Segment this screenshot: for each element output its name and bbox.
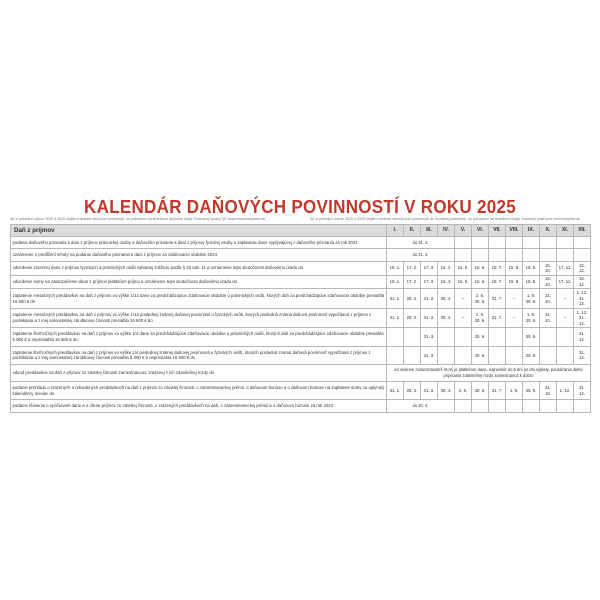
deadline-cell: do 30. 4. [387,400,455,413]
deadline-cell: 15. 4. [438,275,455,289]
deadline-cell: 2. 6. 30. 6. [472,289,489,308]
empty-cell [557,400,574,413]
deadline-cell: – [455,289,472,308]
table-row [11,275,591,289]
deadline-cell: do 31. 3. [387,249,455,262]
deadline-cell: 15. 8. [506,261,523,275]
header-month: VII. [489,225,506,237]
deadline-cell: 15. 7. [489,275,506,289]
deadline-cell: 15. 9. [523,261,540,275]
deadline-cell [557,346,574,365]
empty-cell [574,236,591,249]
deadline-cell: 1. 9. 30. 9. [523,308,540,327]
row-description: zaplatenie štvrťročných preddavkov na daň z príjmov vo výške 1/4 dane za predchádzajúce zdaňovacie obdobie u právnických osôb, ktorých daň za predchádzajúce zdaňovacie obdobie presiahla 5 000 € a nepresiahla 16 600 € do [11,328,387,347]
deadline-cell: od vedenie zamestnávateľ, ktorý je platiteľom dane, najneskôr do 5 dní po dni výplaty, poukázania alebo pripísania zdaniteľnej mzdy zamestnanca k dobru [387,365,591,382]
header-income-tax: Daň z príjmov [11,225,387,237]
deadline-cell: 17. 3. [421,275,438,289]
deadline-cell: 31. 12. [574,346,591,365]
empty-cell [472,236,489,249]
header-month: X. [540,225,557,237]
header-month: IX. [523,225,540,237]
deadline-cell: 1. 12. 31. 12. [574,308,591,327]
deadline-cell [506,346,523,365]
table-row [11,308,591,327]
empty-cell [523,236,540,249]
deadline-cell: 30. 4. [438,381,455,400]
deadline-cell: 28. 2. [404,381,421,400]
deadline-cell: 15. 10. [540,261,557,275]
deadline-cell [387,328,404,347]
deadline-cell: 1. 9. 30. 9. [523,289,540,308]
deadline-cell: 17. 3. [421,261,438,275]
deadline-cell: 30. 6. [472,381,489,400]
deadline-cell: 15. 1. [387,261,404,275]
deadline-cell [506,328,523,347]
deadline-cell: 1. 12. 31. 12. [574,289,591,308]
row-description: podanie prehľadu o zrazených a odvedených preddavkoch na daň z príjmov zo závislej činnosti, o zamestnaneckej prémii, o daňovom bonuse a o daňovom bonuse na zaplatené úroky za uplynulý kalendárny mesiac do [11,381,387,400]
deadline-cell: 30. 9. [523,381,540,400]
deadline-cell: 31. 7. [489,289,506,308]
header-month: XI. [557,225,574,237]
empty-cell [574,400,591,413]
table-row [11,261,591,275]
empty-cell [540,400,557,413]
deadline-cell: 1. 12. [557,381,574,400]
deadline-cell [489,346,506,365]
empty-cell [557,236,574,249]
deadline-cell: 30. 9. [523,346,540,365]
deadline-cell: 31. 10. [540,381,557,400]
row-description: odvedenie sumy na zabezpečenie dane z príjmov platiteľom príjmu a oznámenie tejto skutočnosti daňovému úradu do [11,275,387,289]
deadline-cell [438,346,455,365]
deadline-cell [404,328,421,347]
header-month: VIII. [506,225,523,237]
deadline-cell: 15. 4. [438,261,455,275]
deadline-cell: 31. 7. [489,381,506,400]
deadline-cell [404,346,421,365]
deadline-cell: 31. 7. [489,308,506,327]
empty-cell [455,249,472,262]
empty-cell [472,249,489,262]
deadline-cell: 15. 12. [574,275,591,289]
row-description: oznámenie o predĺžení lehoty na podanie daňového priznania k dani z príjmov za zdaňovacie obdobie 2024 [11,249,387,262]
deadline-cell: 16. 6. [472,275,489,289]
deadline-cell: 15. 8. [506,275,523,289]
deadline-cell: 31. 10. [540,289,557,308]
empty-cell [455,400,472,413]
table-row [11,249,591,262]
deadline-cell: 15. 7. [489,261,506,275]
deadline-cell: 15. 12. [574,261,591,275]
header-month: III. [421,225,438,237]
empty-cell [574,249,591,262]
table-header-row [11,225,591,237]
deadline-cell: – [557,308,574,327]
deadline-cell: 31. 3. [421,346,438,365]
row-description: zaplatenie mesačných preddavkov na daň z príjmov vo výške 1/12 poslednej známej daňovej povinnosti u fyzických osôb, ktorých posledná známa daňová povinnosť vypočítaná z príjmov z podnikania a z inej samostatnej zárobkovej činnosti presiahla 16 600 € do [11,308,387,327]
deadline-cell: do 31. 3. [387,236,455,249]
deadline-cell: 30. 9. [523,328,540,347]
table-row [11,381,591,400]
deadline-cell: 15. 10. [540,275,557,289]
deadline-cell: – [557,289,574,308]
deadline-cell: 15. 5. [455,261,472,275]
table-row [11,328,591,347]
row-description: odvod preddavkov na daň z príjmov zo závislej činnosti zamestnancov, zrazenej z ich zdaniteľnej mzdy do [11,365,387,382]
page-title: KALENDÁR DAŇOVÝCH POVINNOSTÍ V ROKU 2025 [84,196,516,217]
note-right: Ak si príslušnú zákon 2025 a 2025 stojíte a stránke odvodových povinností do Sociálnej poisťovne, sú príkladom na stránkové údaje Sociálnej poisťovne www.socpoist.sk [310,217,580,221]
deadline-cell: 1. 9. [506,381,523,400]
deadline-cell: 31. 3. [421,308,438,327]
tax-calendar-table [10,224,591,413]
row-description: podanie daňového priznania k dani z príjmov právnickej osoby a daňového priznania k dani z príjmov fyzickej osoby a zaplatenie dane vyplývajúcej z daňového priznania za rok 2024 [11,236,387,249]
deadline-cell: – [506,289,523,308]
deadline-cell: 31. 12. [574,381,591,400]
empty-cell [489,249,506,262]
deadline-cell: 2. 6. [455,381,472,400]
deadline-cell: 28. 2. [404,289,421,308]
empty-cell [506,249,523,262]
empty-cell [540,236,557,249]
deadline-cell: 28. 2. [404,308,421,327]
deadline-cell [438,328,455,347]
table-row [11,289,591,308]
deadline-cell: 17. 2. [404,261,421,275]
deadline-cell: 31. 3. [421,328,438,347]
deadline-cell [455,328,472,347]
table-row [11,400,591,413]
header-month: I. [387,225,404,237]
deadline-cell: 31. 12. [574,328,591,347]
header-month: VI. [472,225,489,237]
deadline-cell: 30. 6. [472,328,489,347]
empty-cell [489,400,506,413]
empty-cell [489,236,506,249]
deadline-cell [387,346,404,365]
row-description: zaplatenie štvrťročných preddavkov na daň z príjmov vo výške 1/4 poslednej známej daňovej povinnosti u fyzických osôb, ktorých posledná známa daňová povinnosť vypočítaná z príjmov z podnikania a z inej samostatnej zárobkovej činnosti presiahla 5 000 € a nepresiahla 16 600 € do [11,346,387,365]
deadline-cell: 31. 3. [421,381,438,400]
deadline-cell: 15. 1. [387,275,404,289]
deadline-cell: 16. 6. [472,261,489,275]
empty-cell [540,249,557,262]
deadline-cell: 17. 2. [404,275,421,289]
empty-cell [506,400,523,413]
table-row [11,236,591,249]
deadline-cell: 31. 1. [387,308,404,327]
table-row [11,346,591,365]
deadline-cell: 30. 4. [438,289,455,308]
deadline-cell [540,328,557,347]
empty-cell [557,249,574,262]
empty-cell [523,400,540,413]
deadline-cell [540,346,557,365]
empty-cell [455,236,472,249]
deadline-cell: 31. 1. [387,289,404,308]
header-month: II. [404,225,421,237]
table-row [11,365,591,382]
deadline-cell: 30. 6. [472,346,489,365]
empty-cell [523,249,540,262]
deadline-cell: 2. 6. 30. 6. [472,308,489,327]
deadline-cell: 31. 10. [540,308,557,327]
deadline-cell: – [455,308,472,327]
deadline-cell [455,346,472,365]
deadline-cell: 15. 5. [455,275,472,289]
row-description: zaplatenie mesačných preddavkov na daň z príjmov vo výške 1/12 dane za predchádzajúce zdaňovacie obdobie u právnických osôb, ktorých daň za predchádzajúce zdaňovacie obdobie presiahla 16 600 € do [11,289,387,308]
deadline-cell: 15. 9. [523,275,540,289]
header-month: V. [455,225,472,237]
deadline-cell: – [506,308,523,327]
note-left: Ak si príslušnú zákon 2025 a 2025 stojíte a stránke daňovým povinnosti, sú príkladom na stránkové aktuálne údaje Finančnej správy SR www.financnasprava.sk [10,217,266,221]
deadline-cell: 17. 11. [557,275,574,289]
deadline-cell [489,328,506,347]
deadline-cell [557,328,574,347]
row-description: odvedenie zrazenej dane z príjmov fyzických a právnických osôb vybranej zrážkou podľa § 43 ods. 11 a oznámenie tejto skutočnosti daňovému úradu do [11,261,387,275]
empty-cell [506,236,523,249]
deadline-cell: 30. 4. [438,308,455,327]
header-month: XII. [574,225,591,237]
deadline-cell: 31. 3. [421,289,438,308]
row-description: podanie hlásenia o vyúčtovaní dane a o úhrne príjmov zo závislej činnosti, o zrazených preddavkoch na daň, o zamestnaneckej prémii a o daňovom bonuse za rok 2024 [11,400,387,413]
header-month: IV. [438,225,455,237]
deadline-cell: 31. 1. [387,381,404,400]
deadline-cell: 17. 11. [557,261,574,275]
empty-cell [472,400,489,413]
